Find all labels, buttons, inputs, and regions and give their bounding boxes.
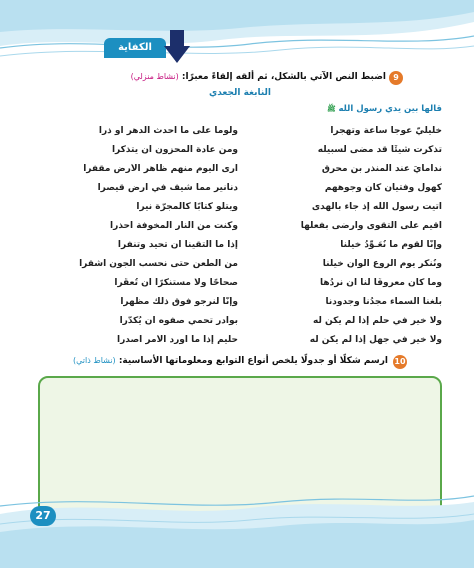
verse-row [40,278,442,297]
lesson-title-tab: الكفاية النحوية [104,38,166,58]
verse-row [40,259,442,278]
verse-first-hemistich: أتيت رسول الله إذ جاء بالهدى [311,202,442,212]
verse-second-hemistich: ولوما على ما أحدث الدهر أو ذرا [98,126,238,136]
verse-second-hemistich: أرى اليوم منهم ظاهر الأرض مقفرا [83,164,238,174]
verse-second-hemistich: وكنت من النار المخوفة أحذرا [110,221,238,231]
down-arrow-icon [164,30,190,64]
verse-row [40,145,442,164]
question-10-activity-tag: (نشاط ذاتي) [73,356,116,365]
verse-row [40,221,442,240]
question-10-prompt: ارسم شكلًا أو جدولًا يلخص أنواع التوابع ومعلوماتها الأساسية: [118,356,388,366]
verse-row [40,202,442,221]
verse-second-hemistich: ويتلو كتابًا كالمجرّة نيرا [136,202,238,212]
verse-first-hemistich: كهول وفتيان كأن وجوههم [324,183,442,193]
question-9-activity-tag: (نشاط منزلي) [130,72,179,81]
verse-first-hemistich: ندامايَ عند المنذر بن محرق [321,164,442,174]
page-number: 27 [30,506,56,526]
verse-row [40,240,442,259]
verse-row [40,183,442,202]
poem-verses [40,126,442,354]
verse-second-hemistich: وإنّا لنرجو فوق ذلك مظهرا [120,297,238,307]
verse-second-hemistich: صحاحًا ولا مستنكرًا أن تُعقَرا [114,278,238,288]
verse-first-hemistich: أقيم على التقوى وأرضى بفعلها [300,221,442,231]
question-9-prompt: اضبط النص الآتي بالشكل، ثم ألقه إلقاءً معبرًا: [181,72,386,82]
verse-row [40,297,442,316]
verse-first-hemistich: خليليّ عوجا ساعة وتهجرا [330,126,442,136]
question-10-number: 10 [393,355,407,369]
verse-second-hemistich: بوادر تحمي صفوه أن يُكدّرا [119,316,238,326]
question-10-text [73,356,388,366]
verse-first-hemistich: ولا خير في حلم إذا لم يكن له [313,316,442,326]
verse-first-hemistich: ولا خير في جهل إذا لم يكن له [309,335,442,345]
verse-second-hemistich: ومن عادة المحزون أن يتذكرا [111,145,238,155]
poem-intro-text: قالها بين يدي رسول الله [338,104,442,114]
verse-second-hemistich: من الطعن حتى نحسب الجون أشقرا [79,259,238,269]
poem-intro [327,104,442,115]
verse-first-hemistich: بلغنا السماء مجدُنا وجدودنا [325,297,442,307]
verse-row [40,126,442,145]
verse-row [40,335,442,354]
poem-title: النابغة الجعدي [208,88,272,98]
verse-second-hemistich: حليم إذا ما أورد الأمر أصدرا [117,335,238,345]
question-9-number: 9 [389,71,403,85]
salutation-seal-icon: ﷺ [327,105,336,113]
bottom-wave-decoration [0,488,474,568]
verse-first-hemistich: ونُنكر يوم الروع ألوان خيلنا [322,259,442,269]
verse-row [40,316,442,335]
verse-first-hemistich: وما كان معروفًا لنا أن نردُها [319,278,442,288]
verse-first-hemistich: وإنّا لقوم ما نُعَـوِّدُ خيلنا [340,240,442,250]
top-wave-decoration [0,0,474,64]
verse-first-hemistich: تذكرت شيئًا قد مضى لسبيله [317,145,442,155]
question-9-text [131,72,386,82]
verse-second-hemistich: دنانير مما شيف في أرض قيصرا [97,183,238,193]
verse-second-hemistich: إذا ما التقينا أن تحيد وتنفرا [117,240,238,250]
verse-row [40,164,442,183]
